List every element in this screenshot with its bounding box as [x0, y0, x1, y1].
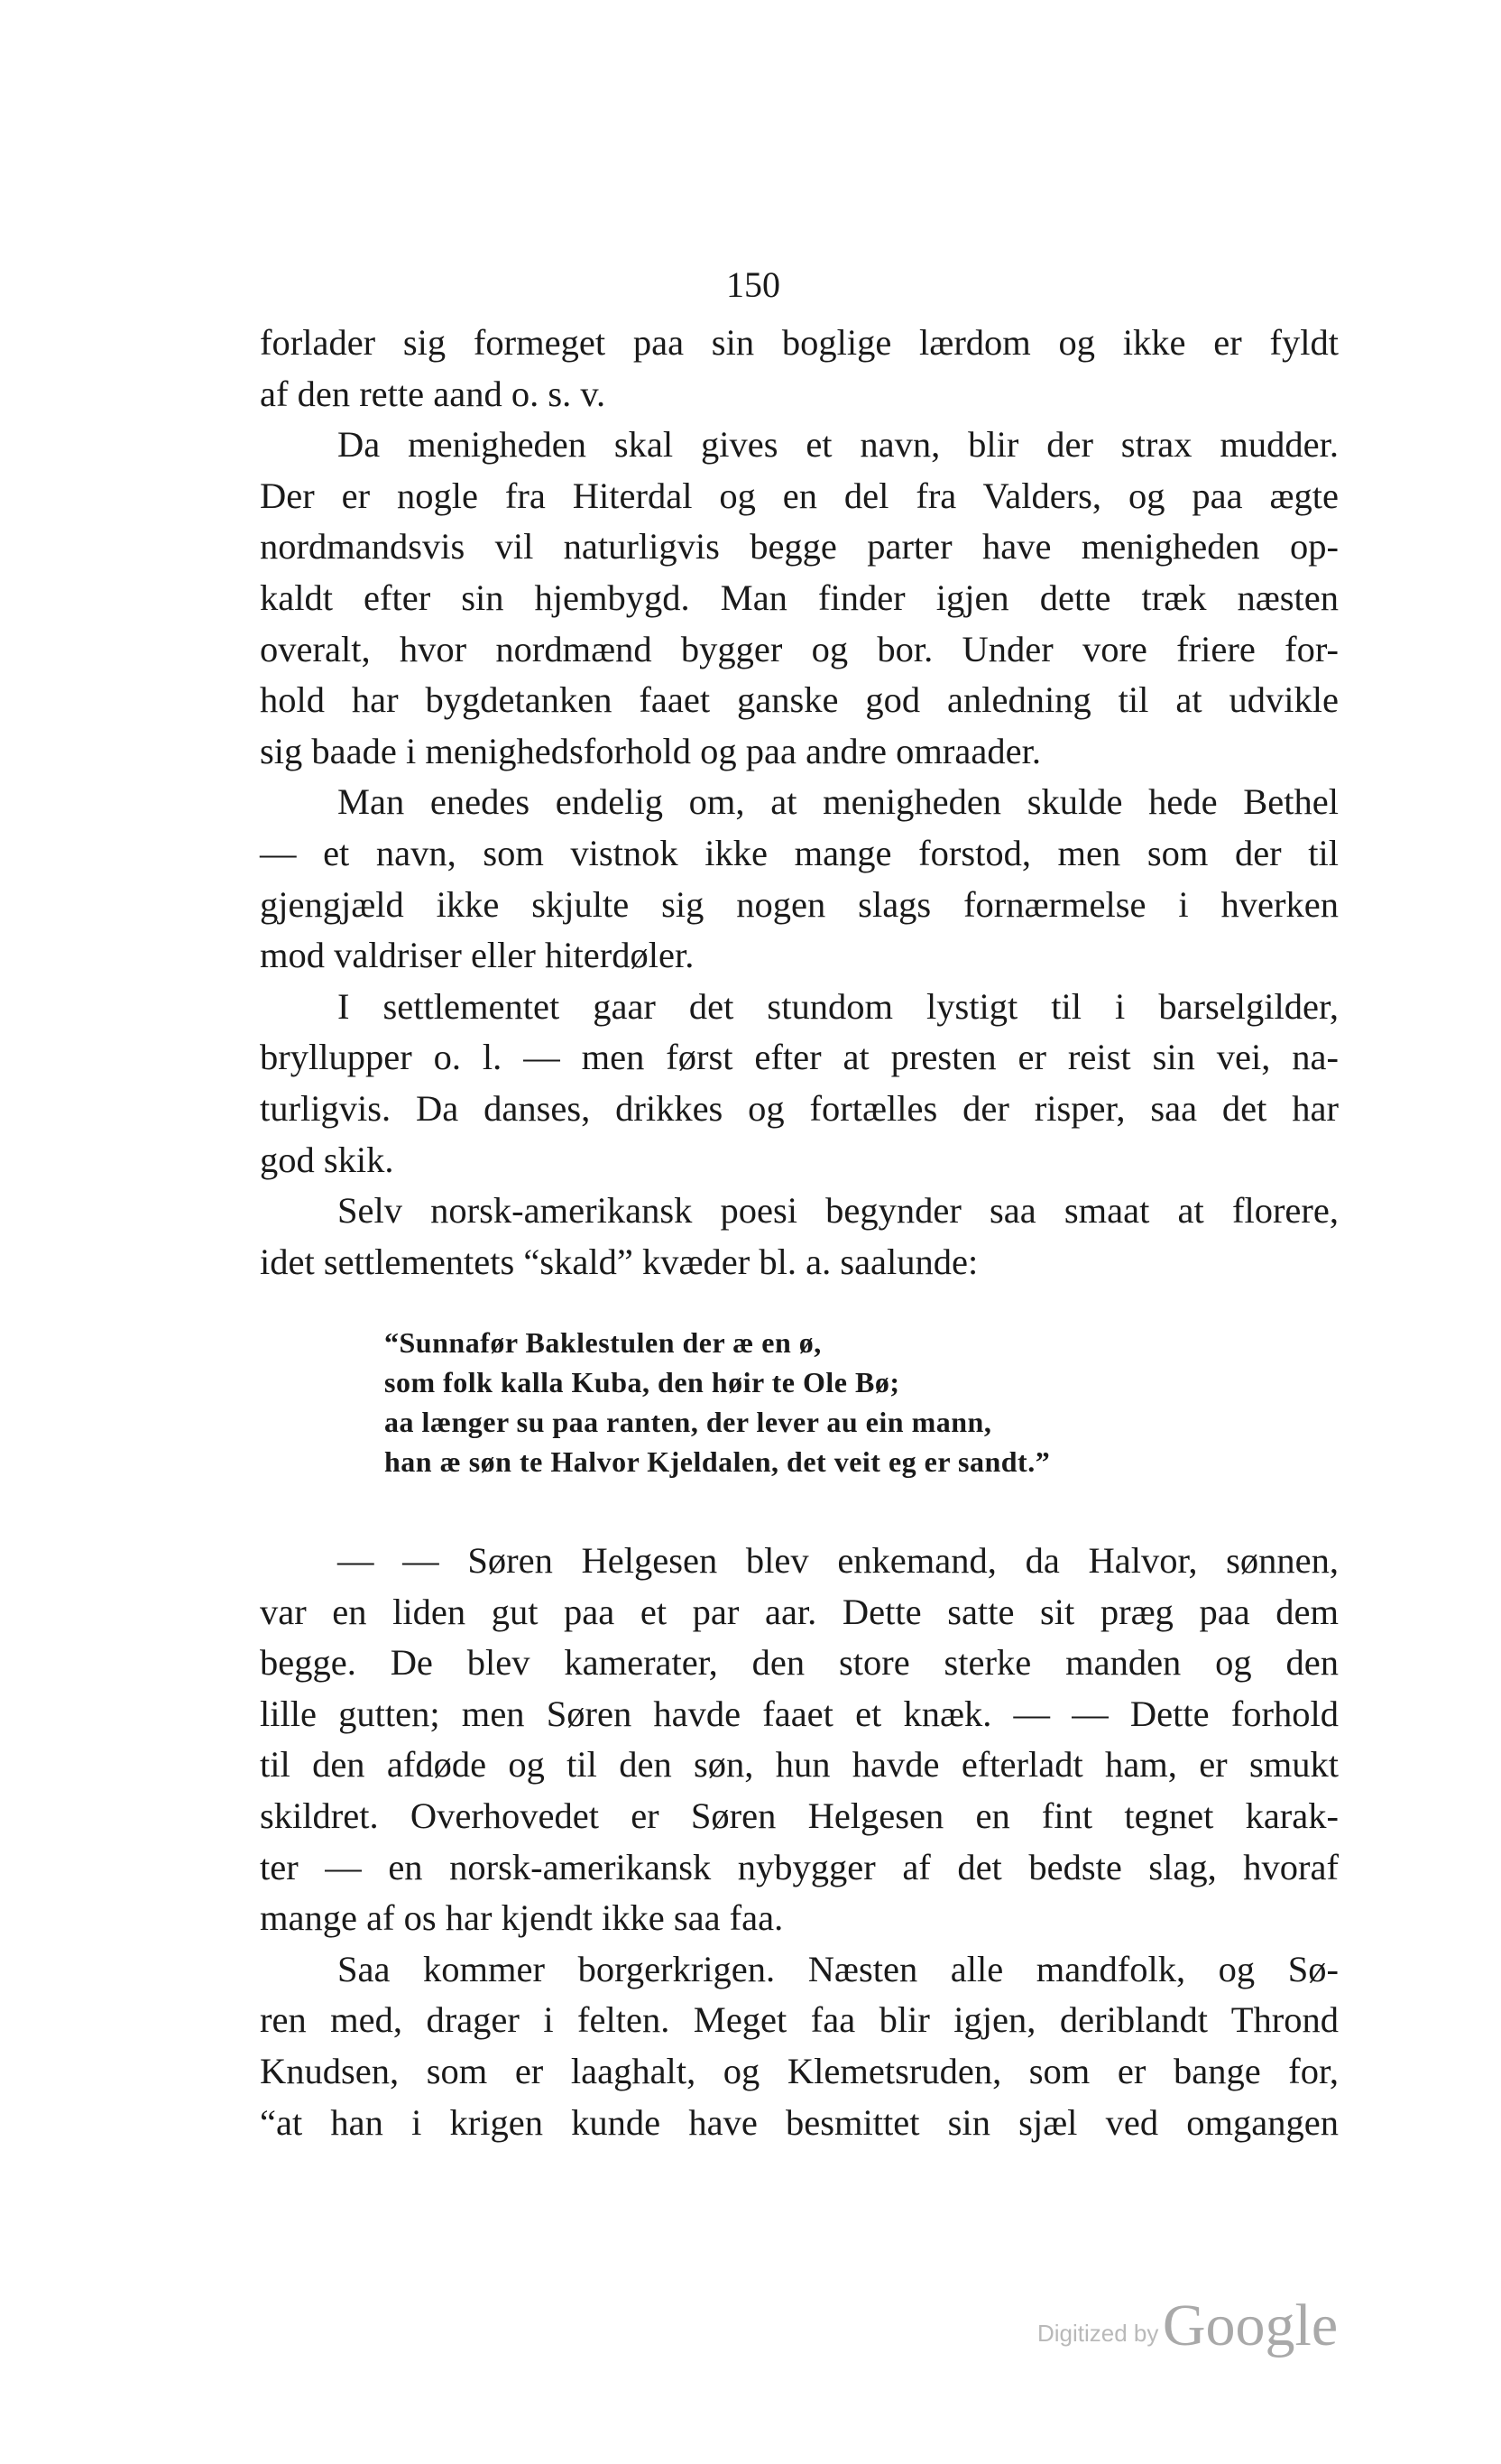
watermark-logo: Google [1162, 2293, 1339, 2358]
page-number: 150 [726, 264, 780, 305]
paragraph [260, 982, 1339, 1186]
text-line: bryllupper o. l. — men først efter at presten er reist sin vei, na- [260, 1037, 1339, 1078]
text-line: — — Søren Helgesen blev enkemand, da Halvor, sønnen, [337, 1540, 1339, 1581]
text-line: hold har bygdetanken faaet ganske god anledning til at udvikle [260, 679, 1339, 721]
poem-line: som folk kalla Kuba, den høir te Ole Bø; [384, 1366, 900, 1398]
poem-line: han æ søn te Halvor Kjeldalen, det veit eg er sandt.” [384, 1445, 1051, 1478]
text-line: — et navn, som vistnok ikke mange forstod, men som der til [260, 832, 1339, 873]
text-line: “at han i krigen kunde have besmittet sin sjæl ved omgangen [260, 2101, 1339, 2143]
text-line: Da menigheden skal gives et navn, blir der strax mudder. [337, 424, 1339, 466]
text-line: Der er nogle fra Hiterdal og en del fra Valders, og paa ægte [260, 475, 1339, 516]
text-line: kaldt efter sin hjembygd. Man finder igjen dette træk næsten [260, 577, 1339, 618]
text-line: I settlementet gaar det stundom lystigt til i barselgilder, [337, 985, 1339, 1027]
text-line: forlader sig formeget paa sin boglige lærdom og ikke er fyldt [260, 322, 1339, 363]
paragraph [260, 318, 1339, 420]
text-line: til den afdøde og til den søn, hun havde efterladt ham, er smukt [260, 1744, 1339, 1786]
text-line: nordmandsvis vil naturligvis begge parter have menigheden op- [260, 526, 1339, 568]
text-line: ter — en norsk-amerikansk nybygger af det bedste slag, hvoraf [260, 1846, 1339, 1887]
text-line: Selv norsk-amerikansk poesi begynder saa smaat at florere, [337, 1190, 1339, 1232]
text-line: mange af os har kjendt ikke saa faa. [260, 1897, 784, 1939]
poem-block [384, 1323, 1196, 1481]
text-line: gjengjæld ikke skjulte sig nogen slags fornærmelse i hverken [260, 883, 1339, 925]
text-line: ren med, drager i felten. Meget faa blir igjen, deriblandt Thrond [260, 1999, 1339, 2041]
text-line: Saa kommer borgerkrigen. Næsten alle mandfolk, og Sø- [337, 1948, 1339, 1989]
body-text-bottom [260, 1536, 1339, 2148]
text-line: Knudsen, som er laaghalt, og Klemetsruden, som er bange for, [260, 2050, 1339, 2091]
poem-line: aa længer su paa ranten, der lever au ein mann, [384, 1406, 992, 1438]
text-line: sig baade i menighedsforhold og paa andre omraader. [260, 730, 1041, 771]
text-line: mod valdriser eller hiterdøler. [260, 935, 695, 976]
text-line: idet settlementets “skald” kvæder bl. a. saalunde: [260, 1241, 979, 1282]
poem-line: “Sunnafør Baklestulen der æ en ø, [384, 1326, 822, 1359]
text-line: begge. De blev kamerater, den store sterke manden og den [260, 1642, 1339, 1684]
body-text-top [260, 318, 1339, 1287]
text-line: skildret. Overhovedet er Søren Helgesen en fint tegnet karak- [260, 1795, 1339, 1836]
text-line: lille gutten; men Søren havde faaet et knæk. — — Dette forhold [260, 1693, 1339, 1734]
text-line: god skik. [260, 1139, 394, 1180]
paragraph [260, 1186, 1339, 1287]
text-line: var en liden gut paa et par aar. Dette satte sit præg paa dem [260, 1591, 1339, 1632]
watermark [1037, 2292, 1338, 2360]
paragraph [260, 420, 1339, 777]
paragraph [260, 1944, 1339, 2148]
paragraph [260, 777, 1339, 981]
text-line: overalt, hvor nordmænd bygger og bor. Under vore friere for- [260, 628, 1339, 669]
text-line: af den rette aand o. s. v. [260, 373, 606, 414]
paragraph [260, 1536, 1339, 1944]
text-line: turligvis. Da danses, drikkes og fortælles der risper, saa det har [260, 1087, 1339, 1129]
watermark-prefix: Digitized by [1037, 2320, 1159, 2347]
text-line: Man enedes endelig om, at menigheden skulde hede Bethel [337, 781, 1339, 823]
